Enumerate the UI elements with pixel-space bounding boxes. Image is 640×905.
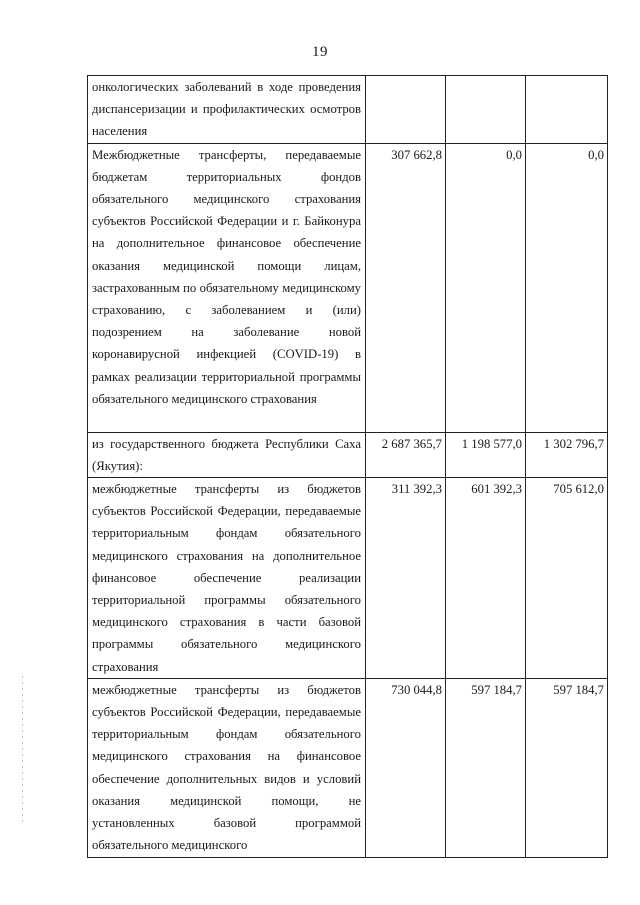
table-row bbox=[88, 678, 608, 857]
value-cell: 597 184,7 bbox=[446, 678, 526, 857]
value-cell: 311 392,3 bbox=[366, 478, 446, 679]
table-row bbox=[88, 432, 608, 477]
value-cell: 307 662,8 bbox=[366, 143, 446, 432]
value-cell bbox=[366, 76, 446, 144]
budget-table bbox=[87, 75, 608, 858]
scan-margin-mark bbox=[22, 676, 23, 826]
table-row bbox=[88, 478, 608, 679]
value-cell: 0,0 bbox=[526, 143, 608, 432]
value-cell: 597 184,7 bbox=[526, 678, 608, 857]
row-description: межбюджетные трансферты из бюджетов субъектов Российской Федерации, передаваемые территориальным фондам обязательного медицинского страхования на финансовое обеспечение дополнительных видов и условий оказания медицинской помощи, не установленных базовой программой обязательного медицинского bbox=[88, 678, 366, 857]
row-description: онкологических заболеваний в ходе проведения диспансеризации и профилактических осмотров населения bbox=[88, 76, 366, 144]
value-cell: 730 044,8 bbox=[366, 678, 446, 857]
row-description: межбюджетные трансферты из бюджетов субъектов Российской Федерации, передаваемые территориальным фондам обязательного медицинского страхования на дополнительное финансовое обеспечение реализации территориальной программы обязательного медицинского страхования в части базовой программы обязательного медицинского страхования bbox=[88, 478, 366, 679]
value-cell: 705 612,0 bbox=[526, 478, 608, 679]
page-number: 19 bbox=[312, 44, 328, 60]
value-cell: 1 198 577,0 bbox=[446, 432, 526, 477]
value-cell: 2 687 365,7 bbox=[366, 432, 446, 477]
row-description: из государственного бюджета Республики Саха (Якутия): bbox=[88, 432, 366, 477]
table-row bbox=[88, 143, 608, 432]
row-description: Межбюджетные трансферты, передаваемые бюджетам территориальных фондов обязательного медицинского страхования субъектов Российской Федерации и г. Байконура на дополнительное финансовое обеспечение оказания медицинской помощи лицам, застрахованным по обязательному медицинскому страхованию, с заболеванием и (или) подозрением на заболевание новой коронавирусной инфекцией (COVID-19) в рамках реализации территориальной программы обязательного медицинского страхования bbox=[88, 143, 366, 432]
value-cell bbox=[446, 76, 526, 144]
value-cell: 1 302 796,7 bbox=[526, 432, 608, 477]
value-cell bbox=[526, 76, 608, 144]
value-cell: 0,0 bbox=[446, 143, 526, 432]
table-row bbox=[88, 76, 608, 144]
value-cell: 601 392,3 bbox=[446, 478, 526, 679]
